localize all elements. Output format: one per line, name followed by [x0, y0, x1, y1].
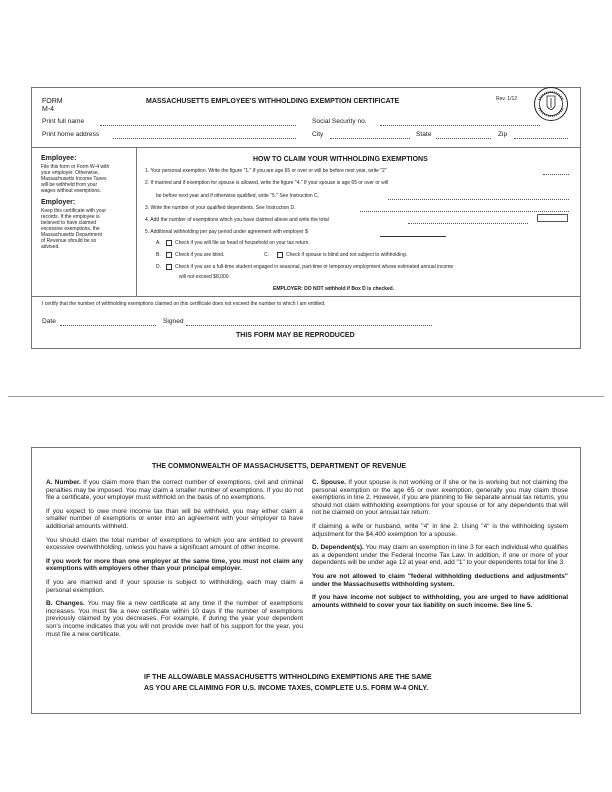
dor-heading: THE COMMONWEALTH OF MASSACHUSETTS, DEPARTMENT OF REVENUE — [152, 463, 407, 470]
paragraph-text: If you claim more than the correct number of exemptions, civil and criminal penalties may be imposed. You may claim a smaller number of exemptions. If you do not file a certificate, your employer must withhold on the basis of no exemptions. — [46, 479, 304, 502]
form-revision: Rev. 1/12 — [496, 96, 518, 102]
employee-text-line: wages without exemptions. — [41, 188, 102, 194]
paragraph — [46, 479, 303, 502]
employee-text-line: will be withheld from your — [41, 182, 98, 188]
employer-text-line: of Revenue should be so — [41, 238, 97, 244]
full-name-field[interactable] — [100, 125, 296, 126]
line-1-field[interactable] — [543, 174, 569, 175]
employer-text-line: Keep this certificate with your — [41, 208, 107, 214]
state-seal-icon — [533, 86, 569, 122]
line-5-field[interactable] — [380, 236, 446, 237]
paragraph-text: You should claim the total number of exemptions to which you are entitled to prevent excessive overwithholding, unless you have a significant amount of other income. — [46, 536, 303, 552]
paragraph-lead: You are not allowed to claim "federal withholding deductions and adjustments" under the Massachusetts withholding system. — [312, 572, 568, 588]
zip-field[interactable] — [514, 138, 568, 139]
cut-line — [8, 396, 604, 397]
form-title: MASSACHUSETTS EMPLOYEE'S WITHHOLDING EXEMPTION CERTIFICATE — [146, 98, 400, 105]
option-a-text: Check if you will file as head of household on your tax return. — [175, 240, 310, 246]
date-label: Date — [42, 318, 56, 325]
employer-text-line: records. If the employee is — [41, 214, 100, 220]
dor-right-column — [312, 479, 568, 615]
employee-text-line: Massachusetts Income Taxes — [41, 176, 107, 182]
paragraph — [312, 573, 568, 588]
option-b-letter: B. — [156, 252, 161, 258]
paragraph — [312, 479, 568, 517]
sidebar-divider — [136, 147, 137, 296]
option-a-checkbox[interactable] — [166, 240, 172, 246]
option-b-checkbox[interactable] — [166, 252, 172, 258]
line-1-text: 1. Your personal exemption. Write the figure "1." If you are age 65 or over or will be before next year, write "2" — [145, 168, 387, 174]
form-label: FORM — [42, 98, 63, 105]
signature-field[interactable] — [186, 325, 432, 326]
divider — [31, 296, 581, 297]
paragraph — [46, 600, 303, 638]
line-2-text-cont: be before next year and if otherwise qualified, write "5." See Instruction C. — [156, 193, 320, 199]
paragraph — [312, 594, 568, 609]
employee-heading: Employee: — [41, 155, 77, 162]
employer-heading: Employer: — [41, 199, 76, 206]
paragraph — [46, 508, 303, 531]
option-d-text-cont: will not exceed $8,000. — [179, 274, 230, 280]
option-d-text: Check if you are a full-time student engaged in seasonal, part-time or temporary employment whose estimated annual income — [175, 264, 454, 270]
employer-text-line: Massachusetts Department — [41, 232, 102, 238]
full-name-label: Print full name — [42, 118, 85, 125]
paragraph-lead: D. Dependent(s). — [312, 544, 364, 552]
line-4-text: 4. Add the number of exemptions which you have claimed above and write the total — [145, 217, 329, 223]
footer-line-2: AS YOU ARE CLAIMING FOR U.S. INCOME TAXES, COMPLETE U.S. FORM W-4 ONLY. — [144, 685, 429, 692]
paragraph — [312, 523, 568, 538]
paragraph-text: If your spouse is not working or if she or he is working but not claiming the personal exemption or the age 65 or over exemption, generally you may claim those exemptions in line 2. However, if you are planning to file separate annual tax returns, you should not claim withholding exemptions for your spouse or for any dependents that will not be claimed on your annual tax return. — [312, 479, 568, 517]
form-number: M-4 — [42, 106, 55, 113]
zip-label: Zip — [498, 131, 508, 138]
city-field[interactable] — [330, 138, 410, 139]
option-c-letter: C. — [264, 252, 269, 258]
line-2-text: 2. If married and if exemption for spouse is allowed, write the figure "4." If your spouse is age 65 or over or will — [145, 180, 389, 186]
state-field[interactable] — [436, 138, 491, 139]
ssn-label: Social Security no. — [312, 118, 367, 125]
option-c-checkbox[interactable] — [277, 252, 283, 258]
footer-line-1: IF THE ALLOWABLE MASSACHUSETTS WITHHOLDING EXEMPTIONS ARE THE SAME — [144, 674, 432, 681]
paragraph-lead: If you work for more than one employer at the same time, you must not claim any exemptions with employers other than your principal employer. — [46, 557, 303, 573]
paragraph-text: If you expect to owe more income tax than will be withheld, you may either claim a smaller number of exemptions or enter into an agreement with your employer to have additional amounts withheld. — [46, 507, 303, 530]
divider — [31, 147, 581, 148]
paragraph-text: If claiming a wife or husband, write "4" in line 2. Using "4" is the withholding system adjustment for the $4,400 exemption for a spouse. — [312, 522, 568, 538]
ssn-field[interactable] — [380, 125, 540, 126]
state-label: State — [416, 131, 432, 138]
paragraph-lead: If you have income not subject to withholding, you are urged to have additional amounts withheld to cover your tax liability on such income. See line 5. — [312, 594, 568, 609]
date-field[interactable] — [60, 325, 156, 326]
paragraph-text: You may claim an exemption in line 3 for each individual who qualifies as a dependent under the Federal Income Tax Law. In addition, if one or more of your dependents will be under age 12 at year end, add "1" to your dependents total for line 3. — [312, 544, 568, 567]
line-2-field[interactable] — [388, 199, 569, 200]
paragraph — [46, 558, 303, 573]
employer-text-line: advised. — [41, 244, 60, 250]
line-5-text: 5. Additional withholding per pay period under agreement with employer $ — [145, 229, 308, 235]
employer-note: EMPLOYER: DO NOT withhold if Box D is checked. — [273, 286, 395, 292]
paragraph-lead: B. Changes. — [46, 600, 85, 608]
option-a-letter: A. — [156, 240, 161, 246]
certify-text: I certify that the number of withholding exemptions claimed on this certificate does not exceed the number to which I am entitled. — [42, 301, 326, 307]
paragraph-text: If you are married and if your spouse is subject to withholding, each may claim a personal exemption. — [46, 578, 303, 594]
option-c-text: Check if spouse is blind and not subject to withholding. — [286, 252, 408, 258]
sidebar — [41, 155, 133, 250]
line-3-text: 3. Write the number of your qualified dependents. See Instruction D. — [145, 205, 296, 211]
option-b-text: Check if you are blind. — [175, 252, 225, 258]
instructions-heading: HOW TO CLAIM YOUR WITHHOLDING EXEMPTIONS — [253, 156, 428, 163]
employer-text-line: excessive exemptions, the — [41, 226, 100, 232]
signed-label: Signed — [163, 318, 184, 325]
employee-text-line: your employer. Otherwise, — [41, 170, 100, 176]
line-3-field[interactable] — [360, 211, 569, 212]
paragraph — [312, 544, 568, 567]
employee-text-line: File this form or Form W-4 with — [41, 164, 110, 170]
paragraph — [46, 579, 303, 594]
option-d-letter: D. — [156, 264, 161, 270]
paragraph — [46, 537, 303, 552]
city-label: City — [312, 131, 324, 138]
home-address-label: Print home address — [42, 131, 100, 138]
line-4-leader — [408, 223, 528, 224]
paragraph-lead: C. Spouse. — [312, 479, 347, 486]
line-4-total-box[interactable] — [537, 214, 568, 222]
home-address-field[interactable] — [113, 138, 296, 139]
option-d-checkbox[interactable] — [166, 264, 172, 270]
paragraph-lead: A. Number. — [46, 479, 81, 486]
dor-left-column — [46, 479, 303, 644]
paragraph-text: You may file a new certificate at any time if the number of exemptions increases. You must file a new certificate within 10 days if the number of exemptions previously claimed by you decreases. For example, if during the year your dependent son's income indicates that you will not provide over half of his support for the year, you must file a new certificate. — [46, 600, 303, 638]
employer-text-line: believed to have claimed — [41, 220, 97, 226]
reproduce-note: THIS FORM MAY BE REPRODUCED — [236, 332, 355, 339]
